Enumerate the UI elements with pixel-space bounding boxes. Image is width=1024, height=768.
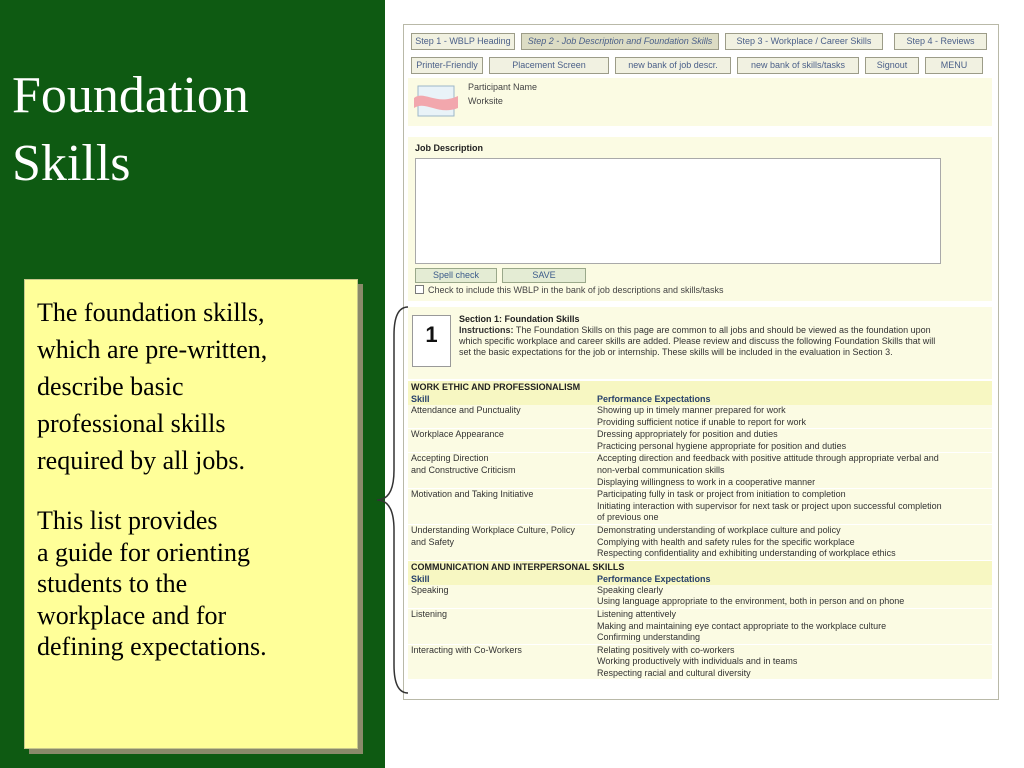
skill-name: Workplace Appearance [411, 429, 504, 440]
section-number: 1 [425, 322, 438, 347]
expectations-cell [597, 585, 992, 608]
skill-cell [411, 585, 596, 597]
table-row [408, 525, 992, 560]
skill-name: Accepting Direction [411, 453, 489, 464]
performance-expectation: Speaking clearly [597, 584, 664, 595]
expectations-cell [597, 405, 992, 428]
curly-brace-connector [372, 305, 412, 695]
performance-expectation: Displaying willingness to work in a cooperative manner [597, 476, 816, 487]
slide-title: Foundation Skills [12, 67, 249, 192]
skill-name: Speaking [411, 584, 449, 595]
performance-expectation: Using language appropriate to the environment, both in person and on phone [597, 596, 905, 607]
note-line: students to the [37, 569, 188, 598]
include-in-bank-label: Check to include this WBLP in the bank of job descriptions and skills/tasks [428, 285, 724, 295]
skill-name: Understanding Workplace Culture, Policy [411, 524, 575, 535]
expectations-cell [597, 525, 992, 560]
menu-button[interactable]: MENU [925, 57, 983, 74]
performance-expectation: Making and maintaining eye contact appropriate to the workplace culture [597, 620, 887, 631]
note-paragraph-2 [37, 505, 347, 663]
table-row [408, 429, 992, 452]
performance-expectation: Relating positively with co-workers [597, 644, 735, 655]
instructions-line-2: which specific workplace and career skills are added. Please review and discuss the following Foundation Skills that will [459, 336, 936, 346]
include-in-bank-row [415, 285, 723, 295]
skill-name: Attendance and Punctuality [411, 405, 521, 415]
job-description-section [408, 137, 992, 301]
participant-name-label: Participant Name [468, 82, 538, 92]
note-line: defining expectations. [37, 632, 267, 661]
table-row [408, 645, 992, 680]
performance-expectation: Participating fully in task or project from initiation to completion [597, 489, 846, 500]
table-row [408, 609, 992, 644]
folder-icon [414, 84, 458, 118]
foundation-skills-table [408, 381, 992, 680]
table-row [408, 585, 992, 608]
include-in-bank-checkbox[interactable] [415, 285, 424, 294]
skill-column-header: Skill [411, 573, 430, 584]
skill-name: Interacting with Co-Workers [411, 644, 522, 655]
table-row [408, 405, 992, 428]
performance-column-header: Performance Expectations [597, 394, 711, 404]
skill-name: and Constructive Criticism [411, 464, 516, 475]
performance-expectation: Respecting confidentiality and exhibiting understanding of workplace ethics [597, 548, 896, 559]
note-line: workplace and for [37, 600, 227, 630]
job-description-title: Job Description [415, 143, 484, 153]
tab-step-4[interactable]: Step 4 - Reviews [894, 33, 987, 50]
table-column-header-row [408, 393, 992, 405]
performance-expectation: Respecting racial and cultural diversity [597, 667, 751, 678]
skill-column-header: Skill [411, 394, 430, 404]
expectations-cell [597, 645, 992, 680]
section-number-card [412, 315, 451, 367]
job-descr-bank-button[interactable]: new bank of job descr. [615, 57, 731, 74]
skill-name: and Safety [411, 536, 455, 547]
performance-column-header: Performance Expectations [597, 573, 711, 584]
expectations-cell [597, 489, 992, 524]
skill-cell [411, 429, 596, 441]
table-row [408, 489, 992, 524]
explanation-note [24, 279, 358, 749]
skill-cell [411, 525, 596, 548]
performance-expectation: Accepting direction and feedback with positive attitude through appropriate verbal and [597, 453, 939, 464]
performance-expectation: Complying with health and safety rules for the specific workplace [597, 536, 855, 547]
note-line: The foundation skills, [37, 298, 265, 327]
note-line: required by all jobs. [37, 446, 245, 475]
tab-step-2[interactable]: Step 2 - Job Description and Foundation Skills [521, 33, 719, 50]
save-button[interactable]: SAVE [502, 268, 586, 283]
performance-expectation: Listening attentively [597, 608, 677, 619]
section-title: Section 1: Foundation Skills [459, 314, 580, 324]
performance-expectation: Showing up in timely manner prepared for work [597, 405, 786, 415]
skill-name: Motivation and Taking Initiative [411, 489, 534, 500]
worksite-label: Worksite [468, 96, 503, 106]
skill-cell [411, 609, 596, 621]
tab-step-3[interactable]: Step 3 - Workplace / Career Skills [725, 33, 883, 50]
performance-expectation: Initiating interaction with supervisor for next task or project upon successful completion [597, 500, 942, 511]
performance-expectation: Providing sufficient notice if unable to report for work [597, 416, 806, 427]
row-divider [408, 679, 992, 680]
skill-cell [411, 405, 596, 417]
job-description-textarea[interactable] [415, 158, 941, 264]
table-row [408, 453, 992, 488]
performance-expectation: non-verbal communication skills [597, 464, 725, 475]
instructions-line-3: set the basic expectations for the job or internship. These skills will be included in the evaluation in Section 3. [459, 347, 893, 357]
performance-expectation: of previous one [597, 512, 659, 523]
skill-name: Listening [411, 608, 448, 619]
note-line: professional skills [37, 409, 226, 438]
instructions-line-1: The Foundation Skills on this page are common to all jobs and should be viewed as the foundation upon [513, 325, 931, 335]
expectations-cell [597, 429, 992, 452]
wblp-web-page [403, 24, 999, 700]
participant-box [408, 78, 992, 126]
performance-expectation: Demonstrating understanding of workplace culture and policy [597, 524, 841, 535]
skills-tasks-bank-button[interactable]: new bank of skills/tasks [737, 57, 859, 74]
section-instructions [459, 325, 989, 358]
note-paragraph-1 [37, 294, 347, 479]
placement-screen-button[interactable]: Placement Screen [489, 57, 609, 74]
signout-button[interactable]: Signout [865, 57, 919, 74]
skill-cell [411, 453, 596, 476]
skill-category-header: COMMUNICATION AND INTERPERSONAL SKILLS [408, 561, 992, 573]
spell-check-button[interactable]: Spell check [415, 268, 497, 283]
performance-expectation: Confirming understanding [597, 632, 701, 643]
tab-step-1[interactable]: Step 1 - WBLP Heading [411, 33, 515, 50]
section-1-header [408, 307, 992, 379]
note-line: This list provides [37, 506, 218, 535]
performance-expectation: Practicing personal hygiene appropriate for position and duties [597, 440, 847, 451]
skill-category-header: WORK ETHIC AND PROFESSIONALISM [408, 381, 992, 393]
expectations-cell [597, 453, 992, 488]
note-line: describe basic [37, 372, 184, 401]
skill-cell [411, 489, 596, 501]
note-line: a guide for orienting [37, 537, 250, 567]
expectations-cell [597, 609, 992, 644]
instructions-label: Instructions: [459, 325, 514, 335]
table-column-header-row [408, 573, 992, 585]
note-line: which are pre-written, [37, 335, 268, 364]
performance-expectation: Working productively with individuals and in teams [597, 656, 798, 667]
performance-expectation: Dressing appropriately for position and duties [597, 429, 778, 440]
skill-cell [411, 645, 596, 657]
printer-friendly-button[interactable]: Printer-Friendly [411, 57, 483, 74]
